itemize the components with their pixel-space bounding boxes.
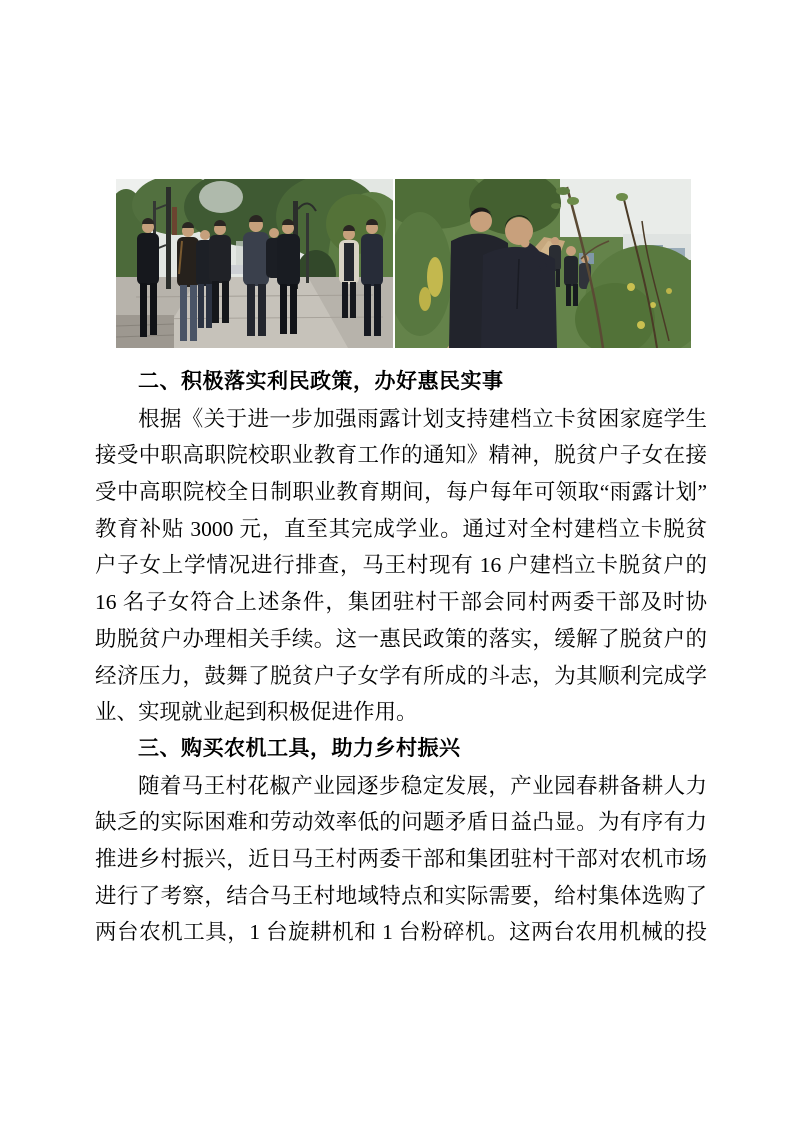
body-line: 接受中职高职院校职业教育工作的通知》精神，脱贫户子女在接 — [95, 443, 707, 468]
body-line: 随着马王村花椒产业园逐步稳定发展，产业园春耕备耕人力 — [138, 773, 707, 798]
body-line: 助脱贫户办理相关手续。这一惠民政策的落实，缓解了脱贫户的 — [95, 626, 707, 651]
photo-field-inspection-icon — [395, 179, 691, 348]
body-line: 户子女上学情况进行排查，马王村现有 16 户建档立卡脱贫户的 — [95, 553, 707, 578]
body-line: 16 名子女符合上述条件，集团驻村干部会同村两委干部及时协 — [95, 590, 707, 615]
body-line: 缺乏的实际困难和劳动效率低的问题矛盾日益凸显。为有序有力 — [95, 810, 707, 835]
body-line: 受中高职院校全日制职业教育期间，每户每年可领取“雨露计划” — [95, 480, 707, 505]
document-body — [95, 364, 707, 951]
section-heading-3: 三、购买农机工具，助力乡村振兴 — [138, 736, 461, 760]
body-line: 经济压力，鼓舞了脱贫户子女学有所成的斗志，为其顺利完成学 — [95, 663, 707, 688]
section-heading-2: 二、积极落实利民政策，办好惠民实事 — [138, 370, 504, 393]
body-line: 两台农机工具，1 台旋耕机和 1 台粉碎机。这两台农用机械的投 — [95, 920, 707, 945]
body-line: 推进乡村振兴，近日马王村两委干部和集团驻村干部对农机市场 — [95, 846, 707, 871]
photo-row — [116, 179, 691, 348]
body-line: 根据《关于进一步加强雨露计划支持建档立卡贫困家庭学生 — [138, 406, 707, 431]
body-line: 教育补贴 3000 元，直至其完成学业。通过对全村建档立卡脱贫 — [95, 516, 707, 541]
body-line: 业、实现就业起到积极促进作用。 — [95, 700, 418, 725]
photo-village-gate-group-icon — [116, 179, 393, 348]
body-line: 进行了考察，结合马王村地域特点和实际需要，给村集体选购了 — [95, 883, 707, 908]
